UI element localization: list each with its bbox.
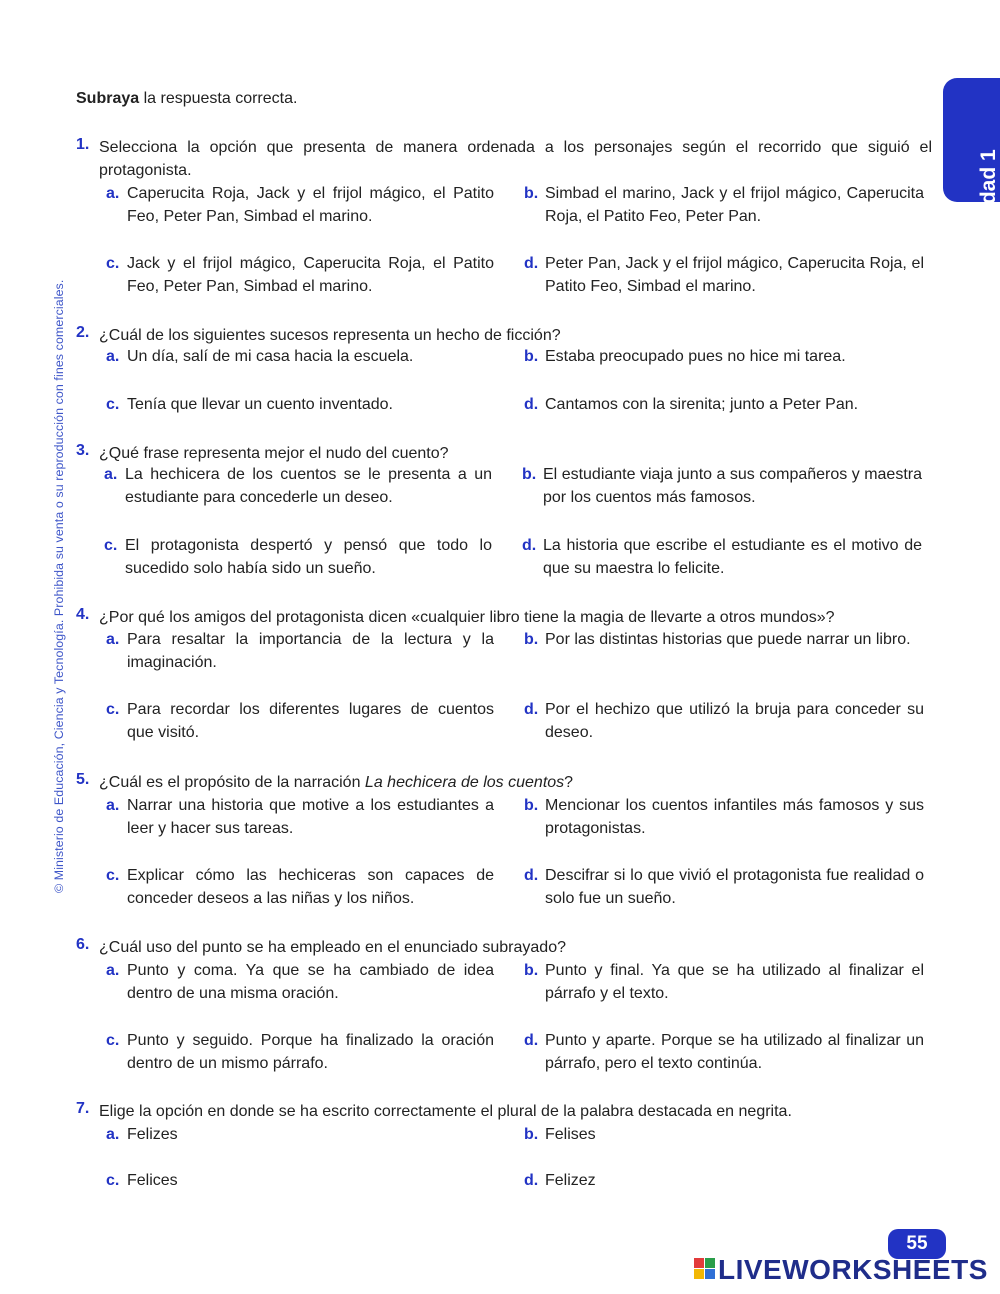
option-letter: b. [524, 631, 539, 648]
option-text[interactable]: Felizez [545, 1172, 596, 1189]
option-text[interactable]: Por las distintas historias que puede narrar un libro. [545, 631, 911, 648]
option-b[interactable] [524, 182, 924, 228]
option-text[interactable]: Explicar cómo las hechiceras son capaces de conceder deseos a las niñas y los niños. [127, 867, 494, 907]
question-text: ¿Qué frase representa mejor el nudo del cuento? [99, 445, 449, 462]
option-text[interactable]: Por el hechizo que utilizó la bruja para conceder su deseo. [545, 701, 924, 741]
option-text[interactable]: La hechicera de los cuentos se le presenta a un estudiante para concederle un deseo. [125, 466, 492, 506]
option-text[interactable]: Punto y aparte. Porque se ha utilizado al finalizar un párrafo, pero el texto continúa. [545, 1032, 924, 1072]
brand-name: LIVEWORKSHEETS [718, 1254, 988, 1285]
story-title: La hechicera de los cuentos [364, 774, 565, 791]
option-letter: a. [106, 1126, 120, 1143]
question-number: 3. [76, 442, 90, 459]
option-letter: b. [524, 797, 539, 814]
option-text[interactable]: Tenía que llevar un cuento inventado. [127, 396, 393, 413]
option-d[interactable] [524, 864, 924, 910]
option-letter: d. [524, 1032, 539, 1049]
option-letter: a. [104, 466, 118, 483]
option-letter: b. [524, 1126, 539, 1143]
question-text: ¿Cuál de los siguientes sucesos representa un hecho de ficción? [99, 327, 561, 344]
option-d[interactable] [524, 1169, 924, 1192]
option-b[interactable] [524, 1123, 924, 1146]
option-letter: d. [524, 1172, 539, 1189]
option-letter: a. [106, 348, 120, 365]
question-text: Elige la opción en donde se ha escrito correctamente el plural de la palabra destacada en negrita. [99, 1103, 792, 1120]
option-letter: c. [106, 1172, 120, 1189]
option-text[interactable]: Felizes [127, 1126, 178, 1143]
liveworksheets-logo-icon [694, 1258, 715, 1279]
option-text[interactable]: Para resaltar la importancia de la lectura y la imaginación. [127, 631, 494, 671]
question-number: 6. [76, 936, 90, 953]
question-text: Selecciona la opción que presenta de manera ordenada a los personajes según el recorrido que siguió el protagonista. [99, 139, 932, 179]
option-b[interactable] [524, 959, 924, 1005]
option-text[interactable]: Simbad el marino, Jack y el frijol mágico, Caperucita Roja, el Patito Feo, Peter Pan. [545, 185, 924, 225]
option-text[interactable]: Jack y el frijol mágico, Caperucita Roja, el Patito Feo, Peter Pan, Simbad el marino. [127, 255, 494, 295]
option-letter: d. [522, 537, 537, 554]
option-text[interactable]: Punto y final. Ya que se ha utilizado al finalizar el párrafo y el texto. [545, 962, 924, 1002]
question-number: 5. [76, 771, 90, 788]
option-d[interactable] [524, 698, 924, 744]
option-c[interactable] [104, 534, 492, 580]
option-b[interactable] [524, 345, 924, 368]
question-text-end: ? [564, 774, 574, 791]
option-text[interactable]: Mencionar los cuentos infantiles más famosos y sus protagonistas. [545, 797, 924, 837]
option-letter: b. [524, 185, 539, 202]
option-text[interactable]: Punto y seguido. Porque ha finalizado la oración dentro de un mismo párrafo. [127, 1032, 494, 1072]
option-text[interactable]: Punto y coma. Ya que se ha cambiado de idea dentro de una misma oración. [127, 962, 494, 1002]
option-letter: c. [106, 701, 120, 718]
option-a[interactable] [106, 959, 494, 1005]
option-a[interactable] [104, 463, 492, 509]
question-text-start: ¿Cuál es el propósito de la narración [99, 774, 365, 791]
option-letter: b. [524, 962, 539, 979]
option-letter: d. [524, 396, 539, 413]
page-number: 55 [888, 1229, 946, 1259]
option-text[interactable]: El estudiante viaja junto a sus compañeros y maestra por los cuentos más famosos. [543, 466, 922, 506]
question-text [99, 771, 932, 794]
option-d[interactable] [522, 534, 922, 580]
option-b[interactable] [522, 463, 922, 509]
option-text[interactable]: Narrar una historia que motive a los estudiantes a leer y hacer sus tareas. [127, 797, 494, 837]
option-text[interactable]: Para recordar los diferentes lugares de cuentos que visitó. [127, 701, 494, 741]
option-text[interactable]: Cantamos con la sirenita; junto a Peter Pan. [545, 396, 859, 413]
option-a[interactable] [106, 345, 494, 368]
question-number: 2. [76, 324, 90, 341]
question-text: ¿Por qué los amigos del protagonista dicen «cualquier libro tiene la magia de llevarte a otros mundos»? [99, 609, 835, 626]
option-c[interactable] [106, 1169, 494, 1192]
option-text[interactable]: El protagonista despertó y pensó que todo lo sucedido solo había sido un sueño. [125, 537, 492, 577]
option-letter: a. [106, 185, 120, 202]
option-c[interactable] [106, 864, 494, 910]
unit-tab [943, 78, 1000, 238]
option-d[interactable] [524, 252, 924, 298]
instruction-rest: la respuesta correcta. [139, 90, 298, 107]
option-c[interactable] [106, 252, 494, 298]
option-a[interactable] [106, 1123, 494, 1146]
option-c[interactable] [106, 698, 494, 744]
copyright-notice: © Ministerio de Educación, Ciencia y Tecnología. Prohibida su venta o su reproducción con fines comerciales. [52, 279, 66, 893]
question-number: 1. [76, 136, 90, 153]
option-letter: a. [106, 797, 120, 814]
option-letter: a. [106, 631, 120, 648]
option-letter: a. [106, 962, 120, 979]
option-a[interactable] [106, 182, 494, 228]
option-a[interactable] [106, 628, 494, 674]
option-letter: c. [106, 1032, 120, 1049]
option-letter: d. [524, 701, 539, 718]
option-a[interactable] [106, 794, 494, 840]
unit-tab-label: Unidad 1 [977, 149, 1000, 238]
option-text[interactable]: Felices [127, 1172, 178, 1189]
question-number: 4. [76, 606, 90, 623]
option-c[interactable] [106, 1029, 494, 1075]
option-text[interactable]: Felises [545, 1126, 596, 1143]
instruction [76, 90, 297, 108]
option-b[interactable] [524, 794, 924, 840]
option-text[interactable]: La historia que escribe el estudiante es el motivo de que su maestra lo felicite. [543, 537, 922, 577]
option-letter: c. [106, 867, 120, 884]
option-c[interactable] [106, 393, 494, 416]
option-letter: c. [104, 537, 118, 554]
option-text[interactable]: Descifrar si lo que vivió el protagonista fue realidad o solo fue un sueño. [545, 867, 924, 907]
question-number: 7. [76, 1100, 90, 1117]
option-text[interactable]: Peter Pan, Jack y el frijol mágico, Caperucita Roja, el Patito Feo, Simbad el marino. [545, 255, 924, 295]
option-letter: b. [522, 466, 537, 483]
option-text[interactable]: Estaba preocupado pues no hice mi tarea. [545, 348, 846, 365]
option-d[interactable] [524, 1029, 924, 1075]
option-letter: c. [106, 396, 120, 413]
option-b[interactable] [524, 628, 924, 651]
option-letter: d. [524, 255, 539, 272]
option-letter: d. [524, 867, 539, 884]
option-text[interactable]: Un día, salí de mi casa hacia la escuela. [127, 348, 414, 365]
option-d[interactable] [524, 393, 924, 416]
question-text: ¿Cuál uso del punto se ha empleado en el enunciado subrayado? [99, 939, 566, 956]
option-letter: b. [524, 348, 539, 365]
option-text[interactable]: Caperucita Roja, Jack y el frijol mágico, el Patito Feo, Peter Pan, Simbad el marino. [127, 185, 494, 225]
instruction-verb: Subraya [76, 90, 140, 107]
option-letter: c. [106, 255, 120, 272]
